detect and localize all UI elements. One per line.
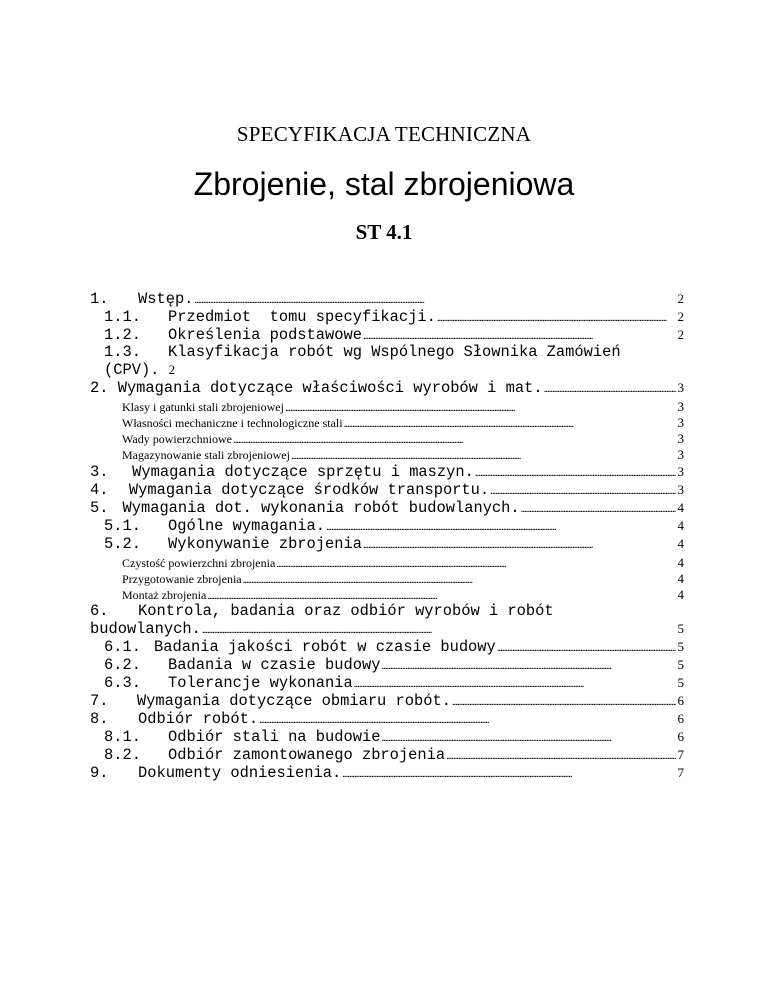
toc-leader-dots xyxy=(233,432,676,447)
toc-entry[interactable] xyxy=(104,638,684,656)
toc-leader-dots xyxy=(342,764,675,782)
toc-entry-page: 3 xyxy=(677,415,684,430)
toc-leader-dots xyxy=(363,535,676,553)
toc-entry[interactable] xyxy=(90,481,684,499)
toc-entry-number: 5. xyxy=(90,499,109,517)
toc-entry-label: Odbiór stali na budowie xyxy=(168,728,381,746)
toc-leader-dots xyxy=(381,728,675,746)
toc-entry-number: 9. xyxy=(90,764,109,782)
toc-entry-label: Dokumenty odniesienia. xyxy=(138,764,342,782)
toc-entry-page: 5 xyxy=(677,621,684,636)
toc-entry-label: Kontrola, badania oraz odbiór wyrobów i robót xyxy=(138,602,554,620)
toc-entry-page: 6 xyxy=(677,693,684,708)
toc-entry-page: 5 xyxy=(677,675,684,690)
toc-entry-number: 7. xyxy=(90,692,109,710)
toc-entry[interactable] xyxy=(104,517,684,535)
toc-entry-label: Wstęp. xyxy=(138,290,194,308)
toc-leader-dots xyxy=(437,308,676,326)
toc-entry-label: Wykonywanie zbrojenia xyxy=(168,535,362,553)
toc-entry-page: 4 xyxy=(677,536,684,551)
toc-leader-dots xyxy=(202,620,676,638)
toc-entry-label: Badania w czasie budowy xyxy=(168,656,381,674)
toc-entry[interactable] xyxy=(104,674,684,692)
toc-subentry[interactable] xyxy=(122,571,684,587)
toc-entry[interactable] xyxy=(90,379,684,397)
toc-entry-page: 3 xyxy=(677,447,684,462)
toc-entry-number: 8.2. xyxy=(104,746,141,764)
toc-entry-page: 2 xyxy=(677,327,684,342)
toc-entry-page: 5 xyxy=(677,639,684,654)
toc-entry-page: 3 xyxy=(677,380,684,395)
toc-entry-label: Ogólne wymagania. xyxy=(168,517,326,535)
toc-entry-page: 2 xyxy=(168,362,176,377)
toc-entry[interactable] xyxy=(90,463,684,481)
toc-leader-dots xyxy=(363,326,676,344)
toc-leader-dots xyxy=(194,290,675,308)
toc-subentry[interactable] xyxy=(122,399,684,415)
toc-entry-label: Przedmiot tomu specyfikacji. xyxy=(168,308,436,326)
toc-entry-label: Wymagania dotyczące środków transportu. xyxy=(128,481,490,499)
toc-leader-dots xyxy=(291,448,676,463)
toc-entry-number: 6.2. xyxy=(104,656,141,674)
toc-entry-label: Odbiór robót. xyxy=(138,710,259,728)
toc-entry-page: 6 xyxy=(677,729,684,744)
toc-entry-label: Własności mechaniczne i technologiczne stali xyxy=(122,416,343,430)
toc-subentry[interactable] xyxy=(122,555,684,571)
toc-entry-number: 1.1. xyxy=(104,308,141,326)
toc-entry-label: Przygotowanie zbrojenia xyxy=(122,572,242,586)
toc-subentry[interactable] xyxy=(122,587,684,603)
toc-subentry[interactable] xyxy=(122,415,684,431)
toc-entry-page: 5 xyxy=(677,657,684,672)
toc-leader-dots xyxy=(381,656,675,674)
toc-entry-page: 7 xyxy=(677,747,684,762)
toc-subentry[interactable] xyxy=(122,447,684,463)
toc-entry-page: 2 xyxy=(677,291,684,306)
toc-entry-number: 3. xyxy=(90,463,109,481)
toc-entry[interactable] xyxy=(90,764,684,782)
toc-leader-dots xyxy=(259,710,675,728)
toc-entry[interactable] xyxy=(90,290,684,308)
toc-leader-dots xyxy=(544,379,676,397)
toc-entry-number: 2. xyxy=(90,379,109,397)
toc-entry-page: 3 xyxy=(677,399,684,414)
document-supertitle: SPECYFIKACJA TECHNICZNA xyxy=(236,122,532,146)
toc-entry-page: 4 xyxy=(677,500,684,515)
toc-entry-label-continuation: budowlanych. xyxy=(90,620,201,638)
toc-entry-number: 1.2. xyxy=(104,326,141,344)
toc-leader-dots xyxy=(326,517,675,535)
toc-leader-dots xyxy=(452,692,676,710)
toc-entry[interactable] xyxy=(104,326,684,344)
toc-entry-page: 7 xyxy=(677,765,684,780)
toc-entry[interactable] xyxy=(104,535,684,553)
toc-entry-page: 4 xyxy=(677,571,684,586)
toc-entry-page: 4 xyxy=(677,555,684,570)
document-title: Zbrojenie, stal zbrojeniowa xyxy=(193,166,575,202)
toc-entry[interactable] xyxy=(104,656,684,674)
toc-entry[interactable] xyxy=(90,499,684,517)
toc-entry-page: 4 xyxy=(677,518,684,533)
toc-entry-label: Klasy i gatunki stali zbrojeniowej xyxy=(122,400,284,414)
toc-entry[interactable] xyxy=(104,343,621,361)
toc-entry-page: 3 xyxy=(677,482,684,497)
toc-entry-number: 5.1. xyxy=(104,517,141,535)
toc-leader-dots xyxy=(285,400,676,415)
toc-entry[interactable] xyxy=(90,710,684,728)
toc-leader-dots xyxy=(490,481,675,499)
toc-entry-label: Montaż zbrojenia xyxy=(122,588,207,602)
toc-leader-dots xyxy=(276,556,675,571)
toc-subentry[interactable] xyxy=(122,431,684,447)
toc-entry-label: Tolerancje wykonania xyxy=(168,674,353,692)
toc-entry-number: 6. xyxy=(90,602,109,620)
toc-entry-continuation[interactable] xyxy=(104,361,175,379)
toc-entry-label: Odbiór zamontowanego zbrojenia xyxy=(168,746,446,764)
toc-entry-number: 8.1. xyxy=(104,728,141,746)
toc-entry-number: 1. xyxy=(90,290,109,308)
toc-entry-label: Wady powierzchniowe xyxy=(122,432,232,446)
document-code: ST 4.1 xyxy=(355,220,413,244)
toc-entry[interactable] xyxy=(104,308,684,326)
toc-entry-page: 3 xyxy=(677,464,684,479)
toc-leader-dots xyxy=(446,746,675,764)
toc-leader-dots xyxy=(497,638,676,656)
toc-leader-dots xyxy=(207,588,675,603)
toc-entry-label: Wymagania dotyczące sprzętu i maszyn. xyxy=(132,463,474,481)
toc-entry-number: 6.3. xyxy=(104,674,141,692)
toc-entry-page: 4 xyxy=(677,587,684,602)
toc-leader-dots xyxy=(344,416,676,431)
toc-entry-label: Klasyfikacja robót wg Wspólnego Słownika Zamówień xyxy=(168,343,621,361)
toc-entry-label: Magazynowanie stali zbrojeniowej xyxy=(122,448,290,462)
toc-entry-label: Określenia podstawowe xyxy=(168,326,362,344)
toc-entry[interactable] xyxy=(104,728,684,746)
toc-leader-dots xyxy=(243,572,676,587)
toc-entry-label: Wymagania dotyczące obmiaru robót. xyxy=(136,692,451,710)
toc-entry[interactable] xyxy=(90,602,554,620)
toc-entry-number: 1.3. xyxy=(104,343,141,361)
toc-entry-number: 8. xyxy=(90,710,109,728)
toc-entry-continuation[interactable] xyxy=(90,620,684,638)
toc-entry-number: 5.2. xyxy=(104,535,141,553)
toc-entry-page: 6 xyxy=(677,711,684,726)
toc-entry[interactable] xyxy=(90,692,684,710)
toc-leader-dots xyxy=(475,463,676,481)
toc-leader-dots xyxy=(354,674,676,692)
toc-entry-label: Badania jakości robót w czasie budowy xyxy=(154,638,496,656)
toc-entry-label-continuation: (CPV). xyxy=(104,361,160,379)
toc-entry-label: Wymagania dot. wykonania robót budowlanych. xyxy=(122,499,520,517)
toc-entry-page: 3 xyxy=(677,431,684,446)
toc-entry[interactable] xyxy=(104,746,684,764)
toc-entry-label: Czystość powierzchni zbrojenia xyxy=(122,556,276,570)
toc-entry-number: 4. xyxy=(90,481,109,499)
toc-leader-dots xyxy=(521,499,676,517)
toc-entry-page: 2 xyxy=(677,309,684,324)
toc-entry-label: Wymagania dotyczące właściwości wyrobów i mat. xyxy=(117,379,543,397)
toc-entry-number: 6.1. xyxy=(104,638,141,656)
